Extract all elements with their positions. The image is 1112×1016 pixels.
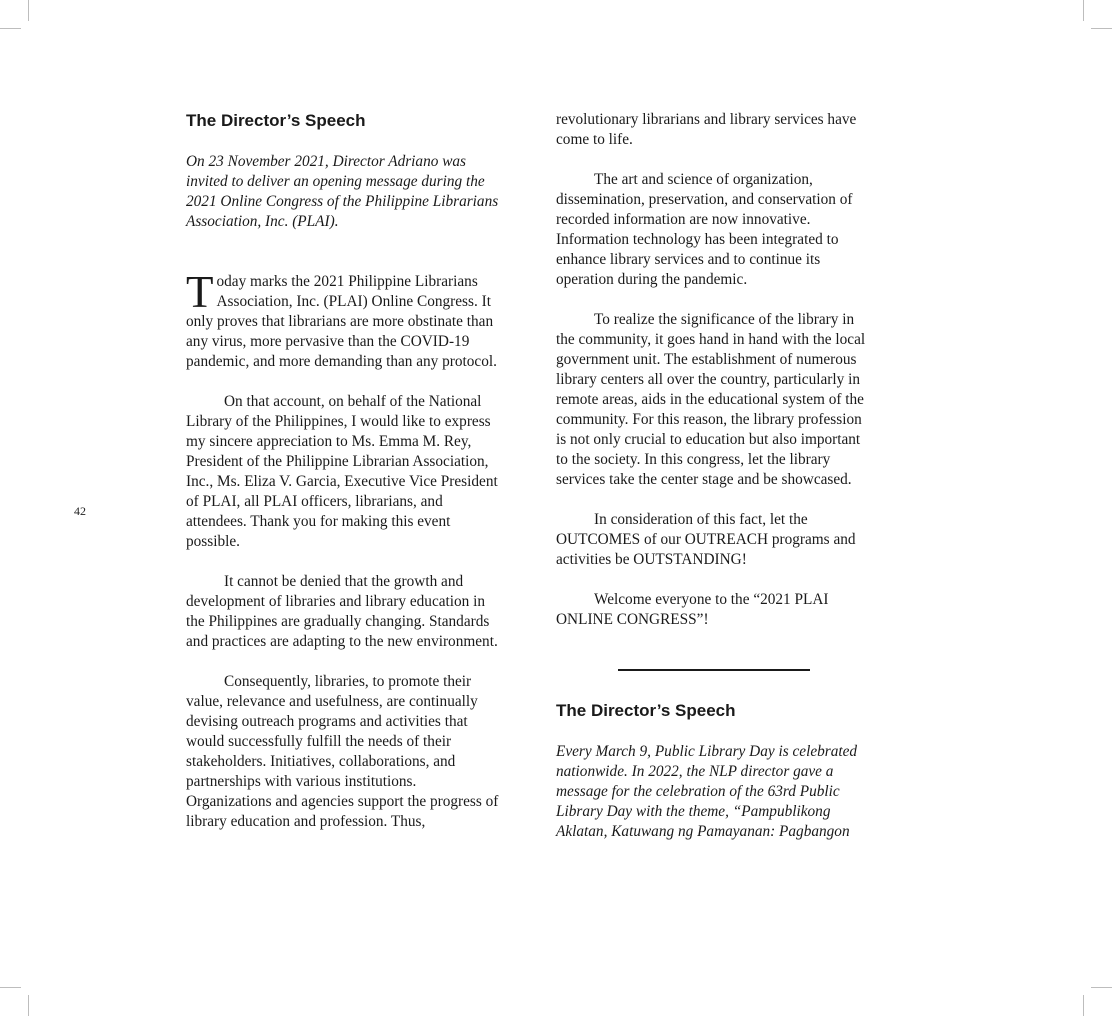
crop-mark — [1083, 0, 1084, 21]
continuation-paragraph: revolutionary librarians and library services have come to life. — [556, 111, 857, 148]
crop-mark — [1091, 987, 1112, 988]
first-paragraph-text: oday marks the 2021 Philippine Librarians Association, Inc. (PLAI) Online Congress. It only proves that librarians are more obstinate than any virus, more pervasive than the COVID-19 pandemic, and more demanding than any protocol. — [186, 273, 497, 370]
crop-mark — [28, 995, 29, 1016]
crop-mark — [1083, 995, 1084, 1016]
crop-mark — [0, 28, 21, 29]
body-paragraph: In consideration of this fact, let the OUTCOMES of our OUTREACH programs and activities be OUTSTANDING! — [556, 511, 856, 568]
left-column — [186, 110, 502, 832]
body-paragraph: On that account, on behalf of the National Library of the Philippines, I would like to express my sincere appreciation to Ms. Emma M. Rey, President of the Philippine Librarian Association, Inc., Ms. Eliza V. Garcia, Executive Vice President of PLAI, all PLAI officers, librarians, and attendees. Thank you for making this event possible. — [186, 393, 498, 550]
page-number: 42 — [74, 504, 86, 518]
intro-text: On 23 November 2021, Director Adriano was invited to deliver an opening message during the 2021 Online Congress of the Philippine Librarians Association, Inc. (PLAI). — [186, 153, 499, 230]
body-paragraph: It cannot be denied that the growth and development of libraries and library education in the Philippines are gradually changing. Standards and practices are adapting to the new environment. — [186, 573, 498, 650]
crop-mark — [28, 0, 29, 21]
first-paragraph — [186, 267, 502, 372]
section-heading: The Director’s Speech — [186, 111, 366, 130]
drop-cap: T — [186, 267, 214, 317]
right-column — [556, 110, 868, 842]
body-paragraph: To realize the significance of the library in the community, it goes hand in hand with the local government unit. The establishment of numerous library centers all over the country, particularly in remote areas, aids in the educational system of the community. For this reason, the library profession is not only crucial to education but also important to the society. In this congress, let the library services take the center stage and be showcased. — [556, 311, 866, 488]
section-heading: The Director’s Speech — [556, 701, 736, 720]
crop-mark — [1091, 28, 1112, 29]
body-paragraph: The art and science of organization, dissemination, preservation, and conservation of recorded information are now innovative. Information technology has been integrated to enhance library services and to continue its operation during the pandemic. — [556, 171, 853, 288]
crop-mark — [0, 987, 21, 988]
body-paragraph: Consequently, libraries, to promote their value, relevance and usefulness, are continually devising outreach programs and activities that would successfully fulfill the needs of their stakeholders. Initiatives, collaborations, and partnerships with various institutions. Organizations and agencies support the progress of library education and profession. Thus, — [186, 673, 499, 830]
body-paragraph: Welcome everyone to the “2021 PLAI ONLINE CONGRESS”! — [556, 591, 829, 628]
intro-text: Every March 9, Public Library Day is celebrated nationwide. In 2022, the NLP director gave a message for the celebration of the 63rd Public Library Day with the theme, “Pampublikong Aklatan, Katuwang ng Pamayanan: Pagbangon — [556, 743, 858, 840]
